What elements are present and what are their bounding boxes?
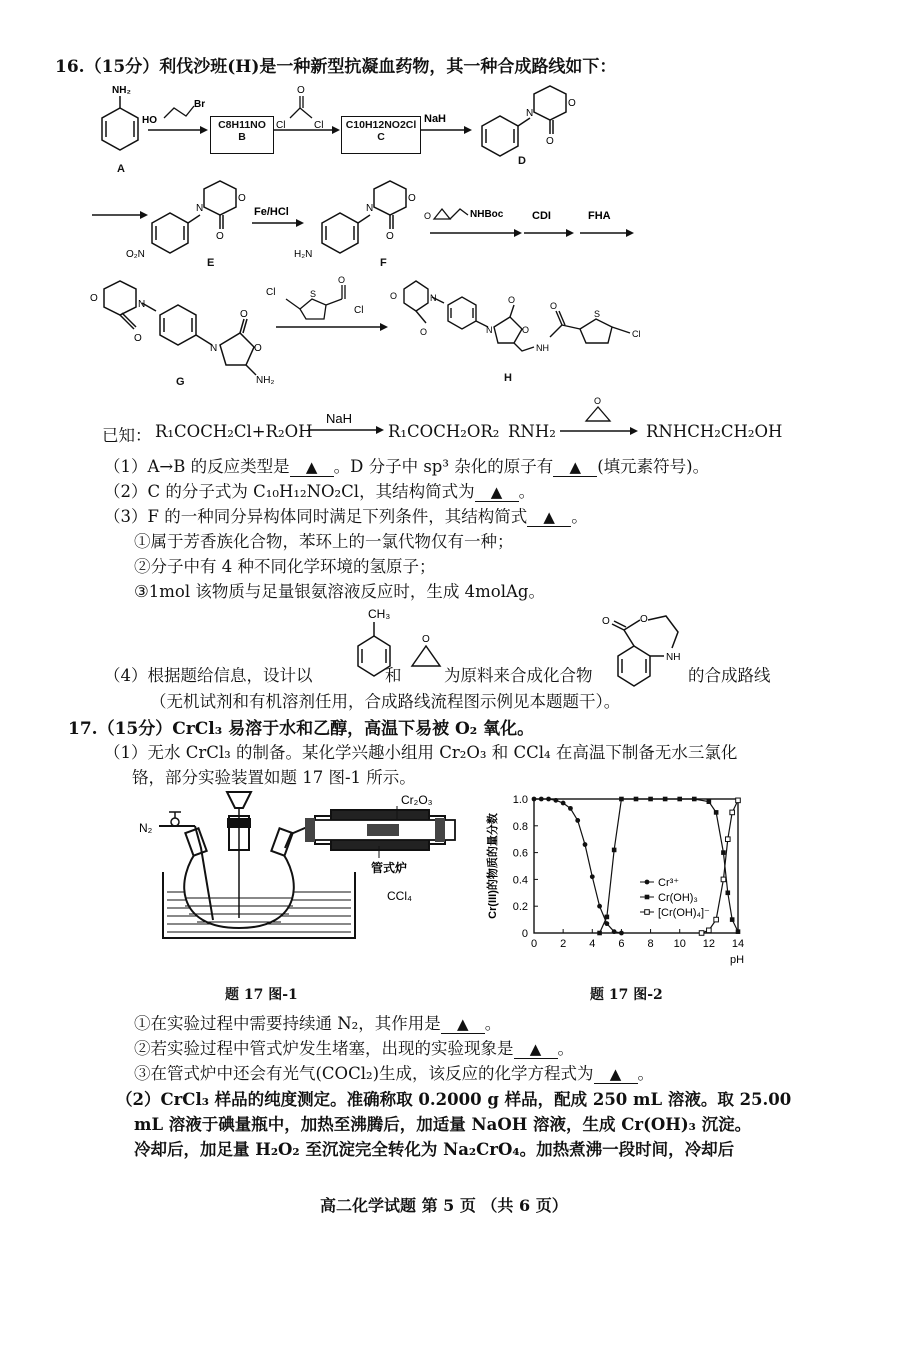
data-point	[677, 797, 682, 802]
svg-text:N: N	[196, 203, 204, 214]
known-prefix: 已知：	[102, 426, 152, 445]
known-eq2-arrow	[558, 393, 640, 437]
known-eq1-arrow	[306, 410, 386, 434]
y-tick-label: 1.0	[512, 794, 528, 806]
x-tick-label: 2	[560, 938, 567, 950]
ch3-label: CH₃	[368, 607, 391, 621]
svg-text:NH: NH	[666, 652, 681, 663]
blank-3[interactable]: ▲	[475, 484, 519, 502]
reagent-ho: HO	[142, 115, 157, 126]
box-c: C10H12NO2Cl C	[341, 116, 421, 154]
svg-text:O: O	[390, 291, 398, 301]
scheme-row-3	[90, 275, 730, 385]
legend-marker	[645, 895, 650, 900]
ccl4-label: CCl₄	[387, 889, 412, 903]
svg-text:O: O	[90, 293, 98, 304]
reagent-fe-hcl: Fe/HCl	[254, 206, 289, 218]
data-point	[634, 797, 639, 802]
q16-p4d: 的合成路线	[688, 666, 771, 685]
data-point	[568, 806, 573, 811]
y-tick-label: 0	[521, 928, 528, 940]
svg-text:O: O	[508, 295, 516, 305]
data-point	[539, 797, 544, 802]
label-a: A	[117, 163, 125, 175]
data-point	[561, 801, 566, 806]
svg-text:S: S	[310, 289, 317, 299]
x-tick-label: 14	[731, 938, 745, 950]
reagent-br: Br	[194, 99, 206, 110]
svg-text:Cl: Cl	[354, 305, 364, 316]
nh2-label: NH₂	[112, 85, 131, 96]
q16-p4c: 为原料来合成化合物	[444, 666, 593, 685]
svg-text:O: O	[338, 275, 346, 285]
h2n-label: H₂N	[294, 249, 313, 260]
q16-p4e: （无机试剂和有机溶剂任用，合成路线流程图示例见本题题干）。	[150, 692, 621, 711]
target-compound	[612, 616, 681, 686]
data-point	[619, 797, 624, 802]
condition-1: ①属于芳香族化合物，苯环上的一氯代物仅有一种；	[134, 532, 514, 551]
data-point	[597, 931, 602, 936]
legend-entry: Cr(OH)₃	[658, 892, 698, 904]
data-point	[546, 797, 551, 802]
data-point	[699, 931, 704, 936]
condition-2: ②分子中有 4 种不同化学环境的氢原子；	[134, 557, 436, 576]
blank-7[interactable]: ▲	[594, 1066, 638, 1084]
data-point	[663, 797, 668, 802]
legend-entry: Cr³⁺	[658, 877, 680, 889]
data-point	[648, 797, 653, 802]
svg-text:O: O	[408, 193, 416, 204]
y-axis-label: Cr(III)的物质的量分数	[487, 813, 499, 919]
svg-text:Cl: Cl	[632, 329, 641, 339]
data-point	[692, 797, 697, 802]
q17-s1: ①在实验过程中需要持续通 N₂，其作用是 ▲ 。	[134, 1014, 502, 1033]
nh2-g: NH₂	[256, 375, 275, 385]
cr2o3-label: Cr₂O₃	[401, 793, 433, 807]
condition-3: ③1mol 该物质与足量银氨溶液反应时，生成 4molAg。	[134, 582, 545, 601]
known-eq2-left: RNH₂	[508, 422, 556, 441]
q16-p2: （2）C 的分子式为 C₁₀H₁₂NO₂Cl，其结构简式为 ▲ 。	[104, 482, 536, 501]
svg-text:Cl: Cl	[266, 287, 276, 298]
y-tick-label: 0.6	[512, 847, 528, 860]
data-point	[532, 797, 537, 802]
data-point	[730, 810, 735, 815]
svg-text:O: O	[594, 396, 602, 406]
x-axis-label: pH	[730, 954, 745, 966]
reagent-nhboc: NHBoc	[470, 209, 504, 220]
svg-text:NH: NH	[536, 343, 549, 353]
svg-text:O: O	[216, 231, 224, 242]
molecule-g	[104, 281, 256, 375]
q17-p1a: （1）无水 CrCl₃ 的制备。某化学兴趣小组用 Cr₂O₃ 和 CCl₄ 在高温下制备无水三氯化	[104, 743, 738, 762]
label-d: D	[518, 155, 526, 167]
data-point	[612, 848, 617, 853]
box-b: C8H11NO B	[210, 116, 274, 154]
q17-p2c: 冷却后，加足量 H₂O₂ 至沉淀完全转化为 Na₂CrO₄。加热煮沸一段时间，冷却后	[134, 1140, 735, 1159]
label-g: G	[176, 376, 185, 388]
reagent-cdi: CDI	[532, 210, 551, 222]
svg-text:N: N	[486, 325, 493, 335]
data-point	[714, 917, 719, 922]
data-point	[575, 818, 580, 823]
blank-6[interactable]: ▲	[514, 1041, 558, 1059]
data-point	[597, 904, 602, 909]
svg-text:O: O	[134, 333, 142, 344]
o-atom-d: O	[568, 98, 576, 109]
data-point	[721, 850, 726, 855]
legend-marker	[645, 910, 650, 915]
data-point	[612, 929, 617, 934]
x-tick-label: 6	[618, 938, 625, 950]
q17-p2b: mL 溶液于碘量瓶中，加热至沸腾后，加适量 NaOH 溶液，生成 Cr(OH)₃ 沉淀。	[134, 1115, 752, 1134]
q16-p4a: （4）根据题给信息，设计以	[104, 666, 313, 685]
data-point	[707, 928, 712, 933]
q16-p3: （3）F 的一种同分异构体同时满足下列条件，其结构简式 ▲ 。	[104, 507, 588, 526]
svg-text:NaH: NaH	[326, 411, 353, 426]
blank-1[interactable]: ▲	[290, 459, 334, 477]
furnace-label: 管式炉	[371, 861, 408, 875]
o2n-label: O₂N	[126, 249, 145, 260]
y-tick-label: 0.4	[512, 874, 528, 887]
x-tick-label: 0	[530, 938, 538, 950]
svg-text:O: O	[602, 616, 610, 627]
molecule-a	[102, 96, 138, 150]
svg-text:N: N	[366, 203, 374, 214]
q17-p2a: （2）CrCl₃ 样品的纯度测定。准确称取 0.2000 g 样品，配成 250 mL 溶液。取 25.00	[116, 1090, 792, 1109]
svg-text:O: O	[238, 193, 246, 204]
svg-text:O: O	[386, 231, 394, 242]
q16-header: 16.（15分）利伐沙班(H)是一种新型抗凝血药物，其一种合成路线如下：	[55, 57, 617, 77]
figure-17-2-chart	[476, 790, 766, 976]
legend-entry: [Cr(OH)₄]⁻	[658, 907, 710, 919]
blank-5[interactable]: ▲	[441, 1016, 485, 1034]
data-point	[721, 877, 726, 882]
data-point	[590, 874, 595, 879]
reagent-nah: NaH	[424, 113, 447, 125]
blank-4[interactable]: ▲	[527, 509, 571, 527]
page-footer: 高二化学试题 第 5 页 （共 6 页）	[320, 1196, 568, 1215]
data-point	[726, 837, 731, 842]
known-eq1-left: R₁COCH₂Cl+R₂OH	[155, 422, 313, 441]
data-point	[553, 798, 558, 803]
q17-p1b: 铬，部分实验装置如题 17 图-1 所示。	[132, 768, 416, 787]
label-h: H	[504, 372, 512, 384]
data-point	[583, 842, 588, 847]
label-e: E	[207, 257, 215, 269]
n2-label: N₂	[139, 821, 153, 835]
svg-text:O: O	[550, 301, 558, 311]
data-point	[707, 799, 712, 804]
x-tick-label: 12	[702, 938, 715, 950]
x-tick-label: 8	[647, 938, 654, 950]
svg-text:N: N	[138, 299, 146, 310]
q16-p4b: 和	[385, 666, 402, 685]
q17-s2: ②若实验过程中管式炉发生堵塞，出现的实验现象是 ▲ 。	[134, 1039, 574, 1058]
data-point	[619, 931, 624, 936]
svg-text:N: N	[430, 293, 437, 303]
y-tick-label: 0.2	[512, 901, 528, 914]
label-f: F	[380, 257, 387, 269]
molecule-f	[322, 181, 406, 253]
svg-text:N: N	[210, 343, 218, 354]
legend-marker	[645, 880, 650, 885]
blank-2[interactable]: ▲	[553, 459, 597, 477]
n-atom-d: N	[526, 108, 534, 119]
data-point	[726, 891, 731, 896]
svg-text:O: O	[240, 309, 248, 320]
reagent-fha: FHA	[588, 210, 611, 222]
o-carbonyl-d: O	[546, 136, 554, 147]
q16-p1: （1）A→B 的反应类型是 ▲ 。D 分子中 sp³ 杂化的原子有 ▲ (填元素符号)。	[104, 457, 710, 476]
fig1-caption: 题 17 图-1	[225, 987, 298, 1003]
fig2-caption: 题 17 图-2	[590, 987, 663, 1003]
figure-17-1	[135, 788, 465, 958]
data-point	[714, 810, 719, 815]
cl-atom-1: Cl	[276, 120, 286, 131]
x-tick-label: 10	[673, 938, 686, 950]
y-tick-label: 0.8	[512, 820, 528, 833]
data-point	[736, 798, 741, 803]
data-point	[736, 929, 741, 934]
svg-text:O: O	[522, 325, 530, 335]
known-eq1-right: R₁COCH₂OR₂	[388, 422, 500, 441]
known-eq2-right: RNHCH₂CH₂OH	[646, 422, 783, 441]
q17-s3: ③在管式炉中还会有光气(COCl₂)生成，该反应的化学方程式为 ▲ 。	[134, 1064, 655, 1083]
svg-text:O: O	[254, 343, 262, 354]
data-point	[730, 917, 735, 922]
cl-atom-2: Cl	[314, 120, 324, 131]
svg-text:O: O	[640, 614, 648, 625]
svg-text:O: O	[420, 327, 428, 337]
svg-text:S: S	[594, 309, 601, 319]
molecule-e	[152, 181, 236, 253]
x-tick-label: 4	[589, 938, 596, 950]
o-atom: O	[297, 85, 305, 96]
svg-text:O: O	[424, 211, 432, 221]
data-point	[605, 915, 610, 920]
svg-text:O: O	[422, 634, 430, 645]
q17-header: 17.（15分）CrCl₃ 易溶于水和乙醇，高温下易被 O₂ 氧化。	[68, 719, 535, 739]
ethylene-oxide	[412, 646, 440, 666]
